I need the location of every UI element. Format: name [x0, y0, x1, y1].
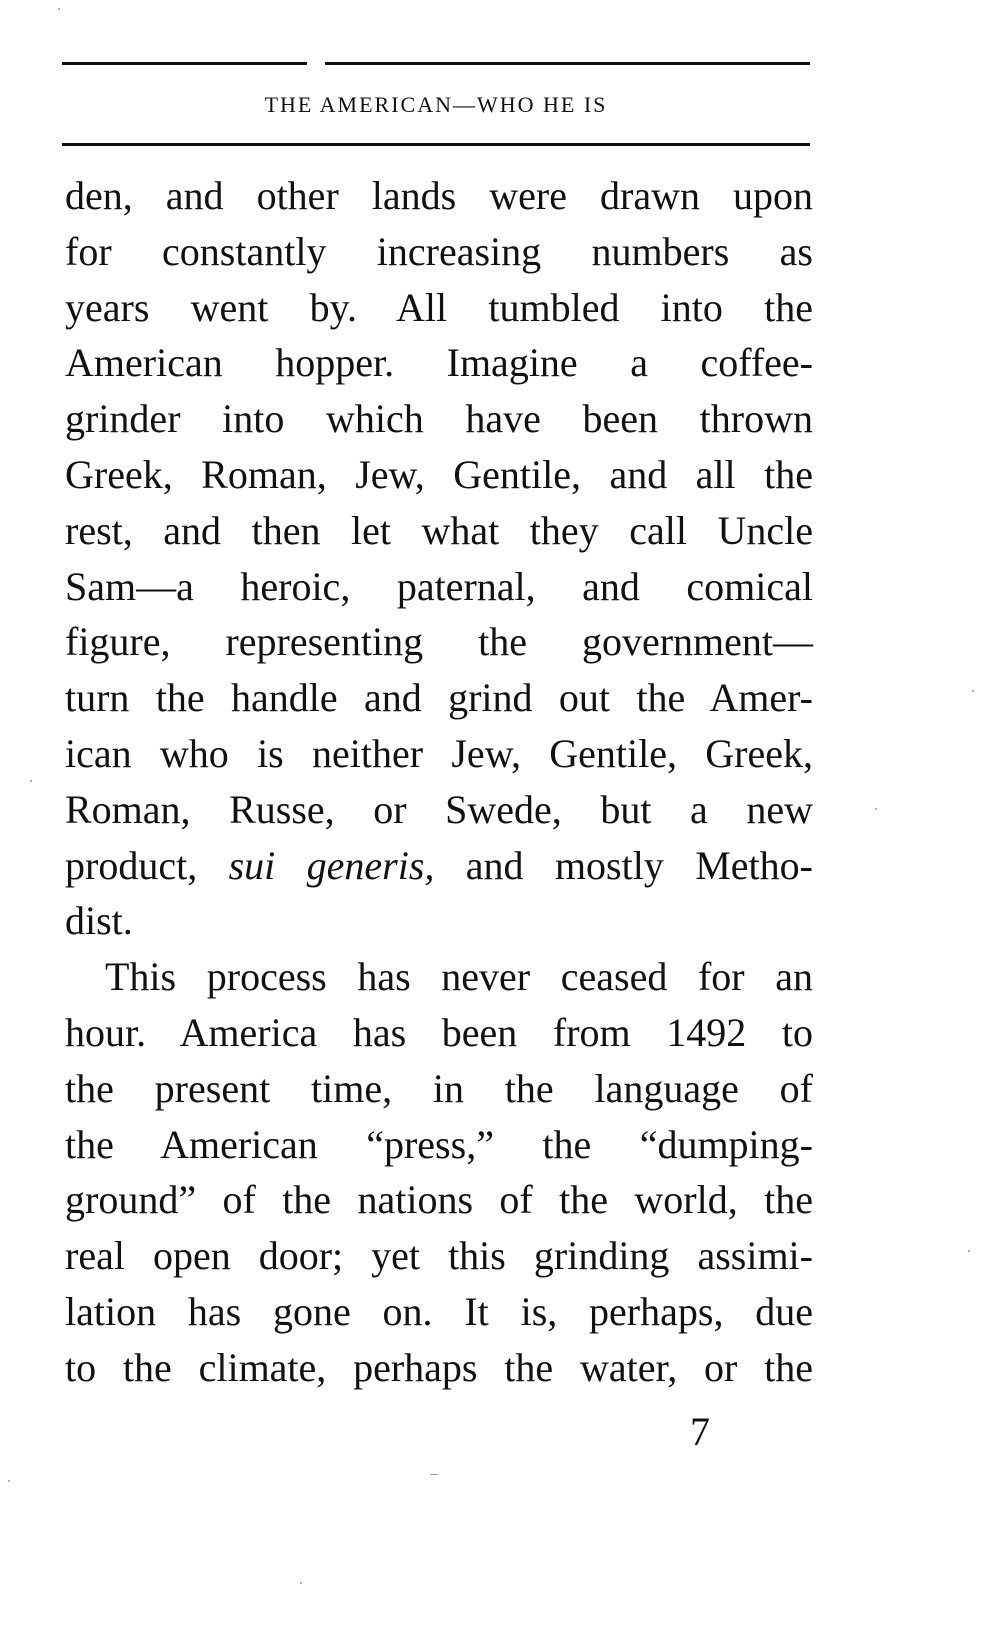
top-rule-left	[62, 62, 307, 65]
paper-speck	[30, 780, 32, 782]
text-line: dist.	[65, 898, 133, 944]
paper-speck	[58, 8, 60, 10]
paper-speck	[875, 808, 877, 810]
text-line: Greek, Roman, Jew, Gentile, and all the	[65, 451, 813, 497]
paper-speck	[972, 690, 974, 692]
page-number: 7	[690, 1409, 710, 1454]
text-line: grinder into which have been thrown	[65, 396, 813, 442]
text-line: Sam—a heroic, paternal, and comical	[65, 563, 813, 609]
text-line: for constantly increasing numbers as	[65, 228, 813, 274]
head-rule	[62, 143, 810, 146]
text-line: ground” of the nations of the world, the	[65, 1177, 813, 1223]
paper-speck	[8, 1480, 10, 1482]
text-line: turn the handle and grind out the Amer-	[65, 675, 813, 721]
text-line: den, and other lands were drawn upon	[65, 173, 813, 218]
body-text	[65, 168, 813, 1396]
text-line: rest, and then let what they call Uncle	[65, 507, 813, 553]
text-fragment: product,	[65, 842, 198, 888]
text-line: real open door; yet this grinding assimi-	[65, 1233, 813, 1279]
paper-speck	[300, 1582, 302, 1584]
italic-phrase: sui generis,	[228, 842, 435, 888]
paragraph-1	[65, 168, 813, 949]
text-line: Roman, Russe, or Swede, but a new	[65, 786, 813, 832]
text-line: This process has never ceased for an	[105, 954, 813, 1000]
text-fragment: and mostly Metho-	[465, 842, 813, 888]
paper-speck	[430, 1474, 438, 1475]
text-line: the American “press,” the “dumping-	[65, 1121, 813, 1167]
text-line: ican who is neither Jew, Gentile, Greek,	[65, 730, 813, 776]
paper-speck	[968, 1250, 970, 1252]
text-line	[65, 838, 813, 894]
paragraph-2	[65, 949, 813, 1395]
text-line: to the climate, perhaps the water, or the	[65, 1344, 813, 1390]
text-line: years went by. All tumbled into the	[65, 284, 813, 330]
text-line: American hopper. Imagine a coffee-	[65, 340, 813, 386]
top-rule-right	[325, 62, 810, 65]
text-line: lation has gone on. It is, perhaps, due	[65, 1288, 813, 1334]
running-head: THE AMERICAN—WHO HE IS	[264, 92, 608, 117]
text-line: hour. America has been from 1492 to	[65, 1009, 813, 1055]
text-line: the present time, in the language of	[65, 1065, 813, 1111]
text-line: figure, representing the government—	[65, 619, 813, 665]
